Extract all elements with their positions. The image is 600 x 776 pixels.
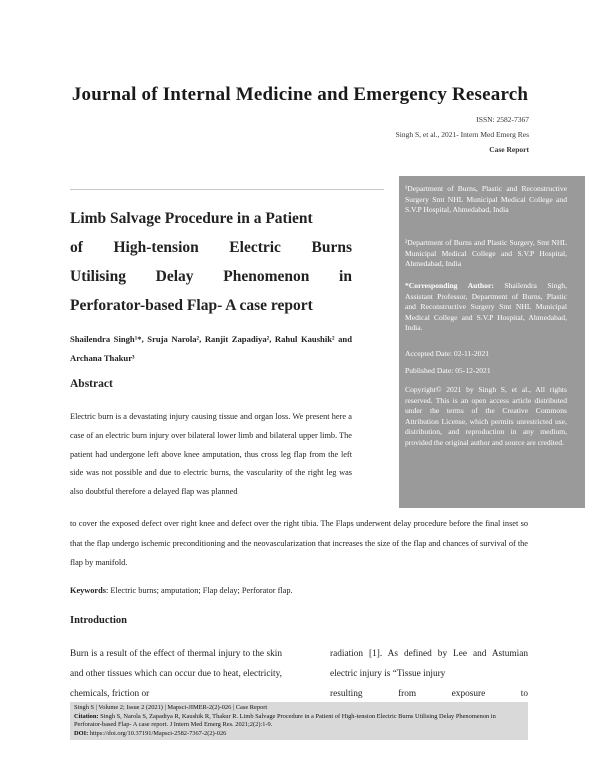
introduction-right-column	[330, 644, 528, 704]
corresponding-author	[405, 281, 567, 334]
abstract-text-continued: to cover the exposed defect over right knee and defect over the right tibia. The Flaps underwent delay procedure before the final inset so that the flap undergo ischemic preconditioning and the neovascularization that increases the size of the flap and chances of survival of the flap by manifold.	[70, 519, 528, 567]
published-date: Published Date: 05-12-2021	[405, 366, 491, 375]
doi-link[interactable]: https://doi.org/10.37191/Mapsci-2582-7367-2(2)-026	[88, 729, 227, 737]
affiliation-1: ¹Department of Burns, Plastic and Reconstructive Surgery Smt NHL Municipal Medical College and S.V.P Hospital, Ahmedabad, India	[405, 184, 567, 214]
introduction-right-last-line: resulting from exposure to	[330, 689, 528, 699]
footer-citation	[74, 713, 524, 730]
article-title	[70, 204, 352, 320]
article-info-sidebar	[399, 176, 585, 508]
article-title-line: Limb Salvage Procedure in a Patient	[70, 210, 313, 227]
footer-volume-line: Singh S | Volume 2; Issue 2 (2021) | Mapsci-JIMER-2(2)-026 | Case Report	[74, 704, 268, 711]
article-title-line: Perforator-based Flap- A case report	[70, 297, 313, 314]
corresponding-details: Shailendra Singh, Assistant Professor, Department of Burns, Plastic and Reconstructive Surgery Smt NHL Municipal Medical College and S.V.P Hospital, Ahmedabad, India.	[405, 281, 567, 332]
introduction-heading: Introduction	[70, 615, 127, 626]
accepted-date: Accepted Date: 02-11-2021	[405, 349, 490, 358]
keywords-label: Keywords	[70, 586, 106, 595]
footer-citation-label: Citation:	[74, 712, 99, 720]
introduction-right-text: radiation [1]. As defined by Lee and Astumian electric injury is “Tissue injury	[330, 649, 528, 679]
abstract-text: Electric burn is a devastating injury causing tissue and organ loss. We present here a case of an electric burn injury over bilateral lower limb and bilateral upper limb. The patient had undergone left above knee amputation, thus cross leg flap from the left side was not possible and due to electric burns, the vascularity of the right leg was also doubtful therefore a delayed flap was planned	[70, 412, 352, 497]
author-list: Shailendra Singh¹*, Sruja Narola², Ranjit Zapadiya², Rahul Kaushik² and Archana Thakur³	[70, 334, 352, 363]
footer-doi	[74, 730, 524, 739]
citation-footer	[70, 702, 528, 740]
corresponding-label: *Corresponding Author:	[405, 281, 494, 290]
abstract-heading: Abstract	[70, 378, 113, 390]
article-title-line: of High-tension Electric Burns	[70, 239, 352, 256]
keywords	[70, 586, 528, 595]
footer-citation-text: Singh S, Narola S, Zapadiya R, Kaushik R, Thakur R. Limb Salvage Procedure in a Patient of High-tension Electric Burns Utilising Delay Phenomenon in Perforator-based Flap- A case report. J Intern Med Emerg Res. 2021;2(2):1-9.	[74, 712, 496, 729]
issn: ISSN: 2582-7367	[476, 115, 529, 124]
affiliation-2: ²Department of Burns and Plastic Surgery, Smt NHL Municipal Medical College and S.V.P Hospital, Ahmedabad, India	[405, 238, 567, 268]
keywords-list: : Electric burns; amputation; Flap delay; Perforator flap.	[105, 586, 293, 595]
introduction-left-column: Burn is a result of the effect of thermal injury to the skin and other tissues which can occur due to heat, electricity, chemicals, friction or	[70, 649, 282, 699]
article-title-line: Utilising Delay Phenomenon in	[70, 268, 352, 285]
copyright-notice: Copyright© 2021 by Singh S, et al., All rights reserved. This is an open access article distributed under the terms of the Creative Commons Attribution License, which permits unrestricted use, distribution, and reproduction in any medium, provided the original author and source are credited.	[405, 385, 567, 447]
footer-doi-label: DOI:	[74, 729, 89, 737]
title-divider	[70, 189, 384, 190]
article-type: Case Report	[489, 145, 529, 154]
citation-short: Singh S, et al., 2021- Intern Med Emerg Res	[395, 130, 529, 139]
journal-title: Journal of Internal Medicine and Emergency Research	[71, 84, 529, 105]
